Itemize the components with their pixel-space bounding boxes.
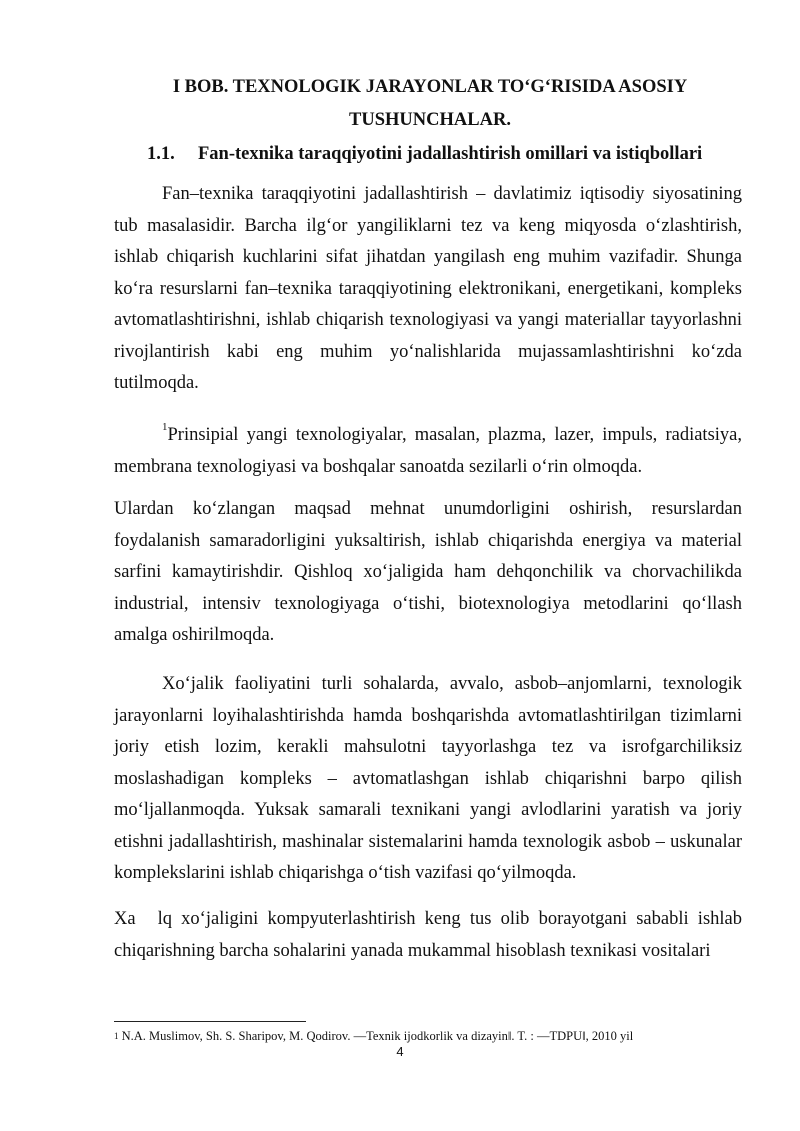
paragraph-2-text: Prinsipial yangi texnologiyalar, masalan, plazma, lazer, impuls, radiatsiya, membrana texnologiyasi va boshqalar sanoatda sezilarli o‘rin olmoqda. [114, 425, 742, 477]
paragraph-5-start: Xa [114, 909, 136, 929]
chapter-title-line-2: TUSHUNCHALAR. [349, 110, 511, 130]
section-title: Fan-texnika taraqqiyotini jadallashtirish omillari va istiqbollari [198, 144, 703, 164]
paragraph-4: Xo‘jalik faoliyatini turli sohalarda, avvalo, asbob–anjomlarni, texnologik jarayonlarni loyihalashtirishda hamda boshqarishda avtomatlashtirilgan tizimlarni joriy etish lozim, kerakli mahsulotni tayyorlashga tez va isrofgarchiliksiz moslashadigan kompleks – avtomatlashgan ishlab chiqarishni barpo qilish mo‘ljallanmoqda. Yuksak samarali texnikani yangi avlodlarini yaratish va joriy etishni jadallashtirish, mashinalar sistemalarini hamda texnologik asbob – uskunalar komplekslarini ishlab chiqarishga o‘tish vazifasi qo‘yilmoqda. [114, 674, 742, 883]
paragraph-2 [114, 420, 742, 483]
footnote-text: N.A. Muslimov, Sh. S. Sharipov, M. Qodirov. ―Texnik ijodkorlik va dizayinǁ. T. : ―TDPUǁ, 2010 yil [118, 1029, 634, 1043]
paragraph-3: Ulardan ko‘zlangan maqsad mehnat unumdorligini oshirish, resurslardan foydalanish samaradorligini yuksaltirish, ishlab chiqarishda energiya va material sarfini kamaytirishdir. Qishloq xo‘jaligida ham dehqonchilik va chorvachilikda industrial, intensiv texnologiyaga o‘tishi, biotexnologiya metodlarini qo‘llash amalga oshirilmoqda. [114, 499, 742, 645]
footnote-marker: 1 [114, 1031, 119, 1041]
paragraph-5-text: lq xo‘jaligini kompyuterlashtirish keng tus olib borayotgani sababli ishlab chiqarishning barcha sohalarini yanada mukammal hisoblash texnikasi vositalari [114, 909, 742, 961]
section-number: 1.1. [147, 144, 175, 164]
footnote-reference: 1 [162, 421, 168, 433]
footnote-separator [114, 1021, 306, 1022]
footnote [114, 1028, 754, 1044]
section-heading [147, 140, 767, 168]
page-number: 4 [396, 1044, 404, 1059]
paragraph-5 [114, 904, 742, 967]
chapter-title-line-1: I BOB. TEXNOLOGIK JARAYONLAR TO‘G‘RISIDA ASOSIY [172, 77, 688, 97]
paragraph-1: Fan–texnika taraqqiyotini jadallashtirish – davlatimiz iqtisodiy siyosatining tub masalasidir. Barcha ilg‘or yangiliklarni tez va keng miqyosda o‘zlashtirish, ishlab chiqarish kuchlarini sifat jihatdan yangilash eng muhim vazifadir. Shunga ko‘ra resurslarni fan–texnika taraqqiyotining elektronikani, energetikani, kompleks avtomatlashtirishni, ishlab chiqarish texnologiyasi va yangi materiallar tayyorlashni rivojlantirish kabi eng muhim yo‘nalishlarida mujassamlashtirishni ko‘zda tutilmoqda. [114, 184, 742, 393]
